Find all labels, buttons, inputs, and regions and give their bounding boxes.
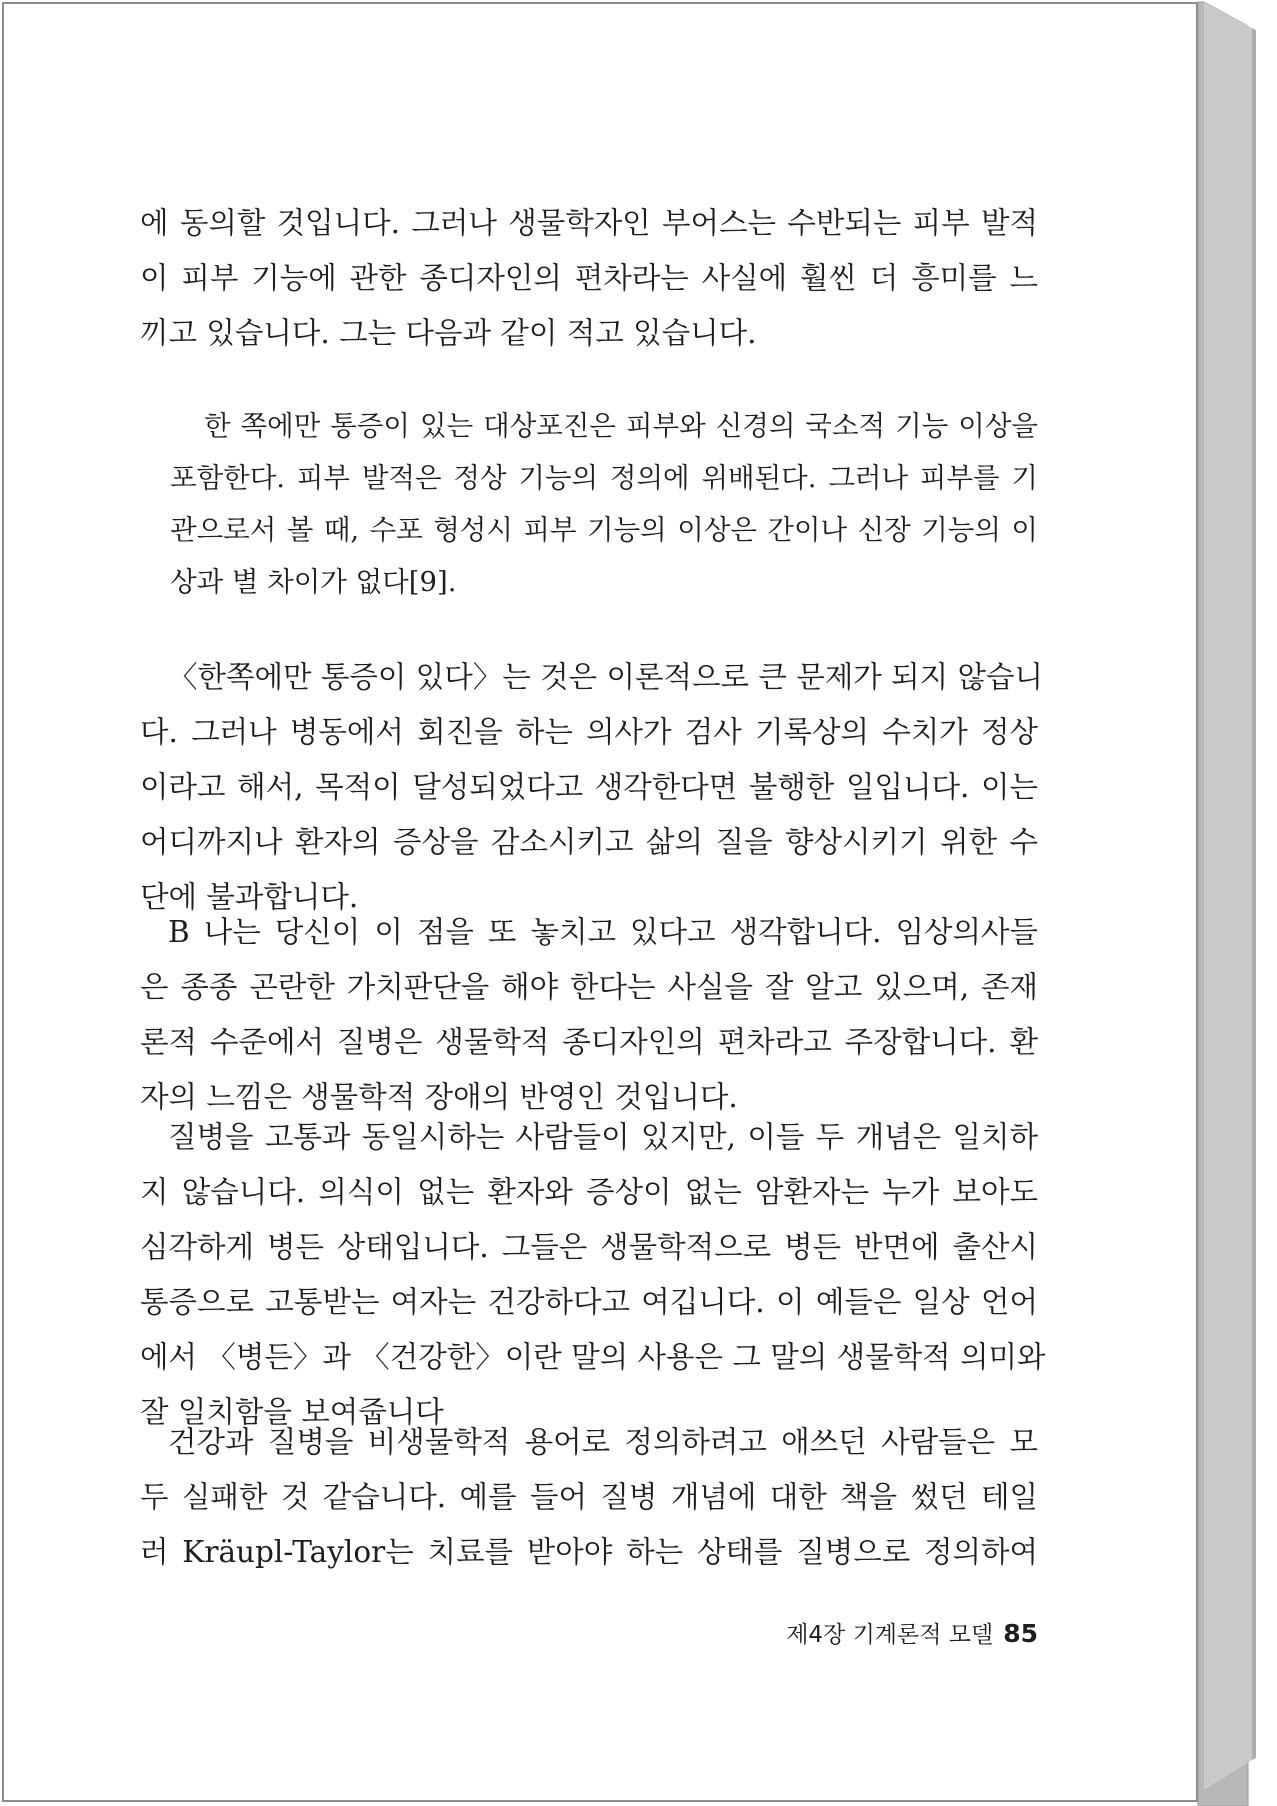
paragraph-2 xyxy=(140,650,1043,925)
text-line: 자의 느낌은 생물학적 장애의 반영인 것입니다. xyxy=(140,1080,738,1114)
text-line: 두 실패한 것 같습니다. 예를 들어 질병 개념에 대한 책을 썼던 테일 xyxy=(140,1480,1038,1514)
paragraph-3 xyxy=(140,905,1038,1125)
quote-line: 포함한다. 피부 발적은 정상 기능의 정의에 위배된다. 그러나 피부를 기 xyxy=(170,462,1038,494)
text-line: 은 종종 곤란한 가치판단을 해야 한다는 사실을 잘 알고 있으며, 존재 xyxy=(140,970,1038,1004)
text-line: 이 피부 기능에 관한 종디자인의 편차라는 사실에 훨씬 더 흥미를 느 xyxy=(140,261,1038,295)
text-line: 에 동의할 것입니다. 그러나 생물학자인 부어스는 수반되는 피부 발적 xyxy=(140,206,1038,240)
text-line: 건강과 질병을 비생물학적 용어로 정의하려고 애쓰던 사람들은 모 xyxy=(168,1425,1038,1459)
text-line: 〈한쪽에만 통증이 있다〉는 것은 이론적으로 큰 문제가 되지 않습니 xyxy=(168,660,1043,694)
text-line: 잘 일치함을 보여줍니다 xyxy=(140,1395,444,1429)
paragraph-1 xyxy=(140,196,1038,361)
text-line: 이라고 해서, 목적이 달성되었다고 생각한다면 불행한 일입니다. 이는 xyxy=(140,770,1038,804)
text-line: B 나는 당신이 이 점을 또 놓치고 있다고 생각합니다. 임상의사들 xyxy=(168,915,1038,949)
paragraph-4 xyxy=(140,1110,1046,1440)
text-line: 끼고 있습니다. 그는 다음과 같이 적고 있습니다. xyxy=(140,316,757,350)
quote-line: 한 쪽에만 통증이 있는 대상포진은 피부와 신경의 국소적 기능 이상을 xyxy=(204,410,1038,442)
text-line: 다. 그러나 병동에서 회진을 하는 의사가 검사 기록상의 수치가 정상 xyxy=(140,715,1038,749)
text-line: 에서 〈병든〉과 〈건강한〉이란 말의 사용은 그 말의 생물학적 의미와 xyxy=(140,1340,1046,1374)
text-line: 어디까지나 환자의 증상을 감소시키고 삶의 질을 향상시키기 위한 수 xyxy=(140,825,1038,859)
text-line: 단에 불과합니다. xyxy=(140,880,359,914)
text-line: 지 않습니다. 의식이 없는 환자와 증상이 없는 암환자는 누가 보아도 xyxy=(140,1175,1038,1209)
block-quote xyxy=(170,400,1038,608)
page-footer xyxy=(762,1616,1038,1649)
page-number: 85 xyxy=(1003,1619,1038,1648)
quote-line: 상과 별 차이가 없다[9]. xyxy=(170,566,457,598)
quote-line: 관으로서 볼 때, 수포 형성시 피부 기능의 이상은 간이나 신장 기능의 이 xyxy=(170,514,1038,546)
text-line: 질병을 고통과 동일시하는 사람들이 있지만, 이들 두 개념은 일치하 xyxy=(168,1120,1038,1154)
paragraph-5 xyxy=(140,1415,1038,1580)
text-line: 러 Kräupl-Taylor는 치료를 받아야 하는 상태를 질병으로 정의하여 xyxy=(140,1535,1038,1569)
chapter-title: 제4장 기계론적 모델 xyxy=(786,1622,994,1648)
text-line: 통증으로 고통받는 여자는 건강하다고 여깁니다. 이 예들은 일상 언어 xyxy=(140,1285,1038,1319)
text-line: 심각하게 병든 상태입니다. 그들은 생물학적으로 병든 반면에 출산시 xyxy=(140,1230,1038,1264)
text-line: 론적 수준에서 질병은 생물학적 종디자인의 편차라고 주장합니다. 환 xyxy=(140,1025,1038,1059)
